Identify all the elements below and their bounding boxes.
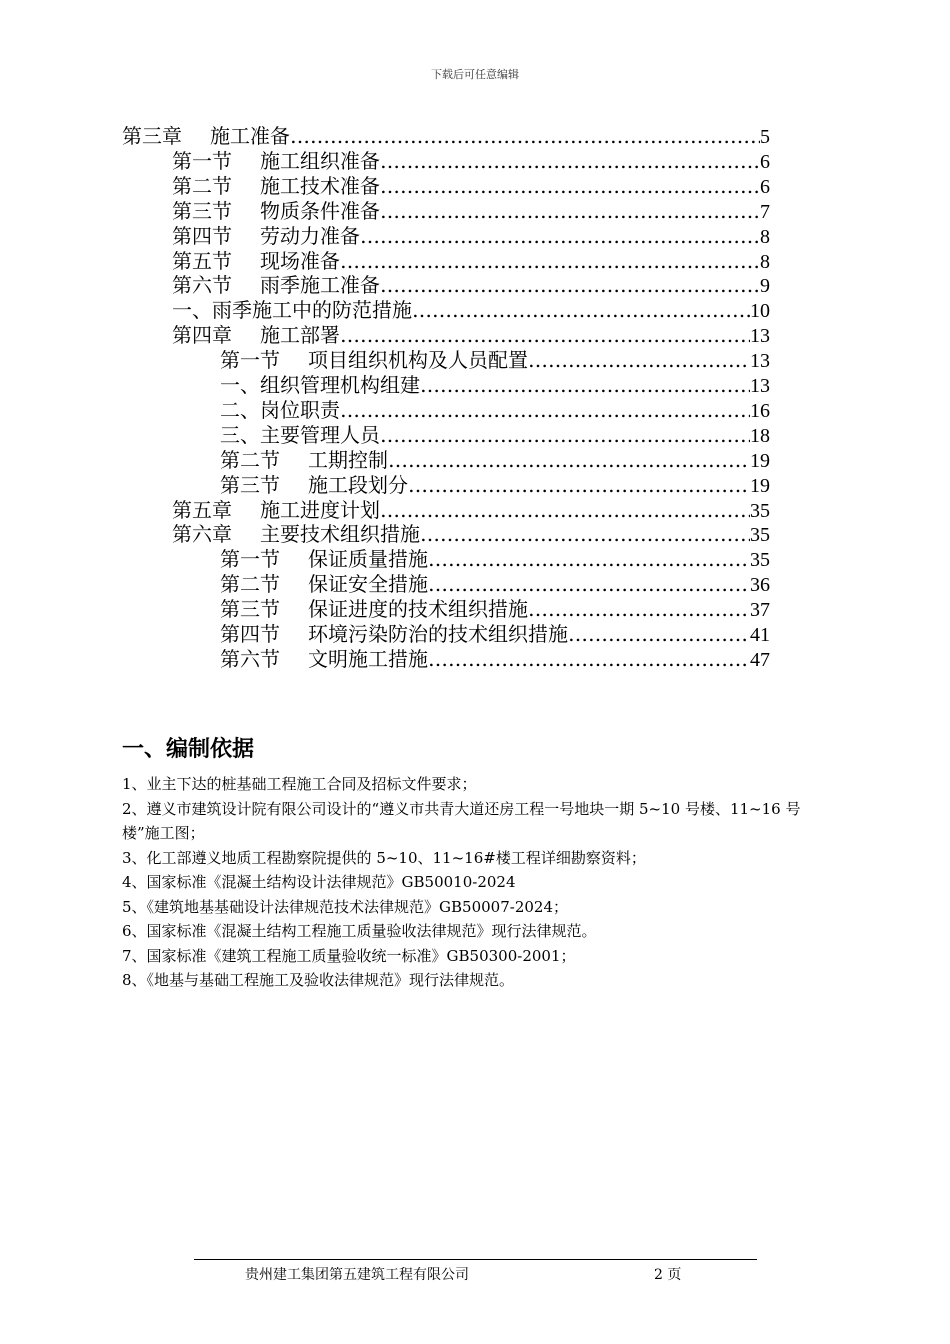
toc-entry[interactable] <box>220 423 770 448</box>
toc-page-number: 47 <box>750 648 770 671</box>
toc-entry-title <box>172 298 412 323</box>
list-item: 7、国家标准《建筑工程施工质量验收统一标准》GB50300-2001； <box>122 946 576 965</box>
toc-page-number: 16 <box>750 399 770 422</box>
toc-page-number: 7 <box>760 200 770 223</box>
toc-entry-title <box>172 522 420 547</box>
toc-entry[interactable] <box>220 398 770 423</box>
toc-entry-number: 第三节 <box>220 597 280 622</box>
toc-entry-number: 第一节 <box>172 148 232 173</box>
toc-entry-number: 第五节 <box>172 248 232 273</box>
toc-page-number: 5 <box>760 126 770 148</box>
toc-entry[interactable] <box>220 448 770 473</box>
toc-entry-text: 保证安全措施 <box>308 572 428 597</box>
toc-dot-leader <box>428 572 750 597</box>
toc-entry-text: 一、雨季施工中的防范措施 <box>172 298 412 323</box>
toc-entry-title <box>172 149 380 174</box>
toc-entry-text: 施工组织准备 <box>260 148 380 173</box>
toc-entry-title <box>220 647 428 672</box>
toc-page-number: 8 <box>760 225 770 248</box>
list-item: 8、《地基与基础工程施工及验收法律规范》现行法律规范。 <box>122 971 515 989</box>
toc-page-number: 19 <box>750 474 770 497</box>
toc-entry-text: 施工进度计划 <box>260 497 380 522</box>
list-item: 5、《建筑地基基础设计法律规范技术法律规范》GB50007-2024； <box>122 897 569 916</box>
toc-entry-title <box>220 622 568 647</box>
toc-entry-number: 第二节 <box>220 447 280 472</box>
toc-page-number: 35 <box>750 524 770 547</box>
toc-entry-number: 第二节 <box>220 572 280 597</box>
toc-dot-leader <box>428 547 750 572</box>
toc-entry-title <box>172 273 380 298</box>
toc-page-number: 37 <box>750 599 770 622</box>
toc-page-number: 9 <box>760 275 770 298</box>
toc-entry-number: 第三节 <box>172 198 232 223</box>
toc-entry-title <box>172 174 380 199</box>
toc-entry-title <box>220 398 340 423</box>
toc-dot-leader <box>380 199 760 224</box>
toc-dot-leader <box>528 348 750 373</box>
toc-entry[interactable] <box>220 647 770 672</box>
toc-dot-leader <box>340 398 750 423</box>
toc-dot-leader <box>340 323 750 348</box>
list-item: 4、国家标准《混凝土结构设计法律规范》GB50010-2024 <box>122 873 516 891</box>
toc-page-number: 35 <box>750 549 770 572</box>
toc-entry[interactable] <box>172 174 770 199</box>
toc-dot-leader <box>388 448 750 473</box>
toc-entry[interactable] <box>172 498 770 523</box>
toc-dot-leader <box>380 273 760 298</box>
footer-company: 贵州建工集团第五建筑工程有限公司 <box>245 1267 469 1283</box>
toc-entry-text: 文明施工措施 <box>308 646 428 671</box>
toc-entry-number: 第六节 <box>220 646 280 671</box>
toc-dot-leader <box>360 224 760 249</box>
toc-dot-leader <box>380 149 760 174</box>
toc-entry-text: 施工部署 <box>260 323 340 348</box>
toc-entry-title <box>220 423 380 448</box>
page-header: 下载后可任意编辑 <box>431 68 519 81</box>
toc-entry-text: 项目组织机构及人员配置 <box>308 348 528 373</box>
toc-entry-title <box>172 249 340 274</box>
toc-entry-number: 第四节 <box>220 622 280 646</box>
toc-entry[interactable] <box>172 522 770 547</box>
toc-entry-text: 施工准备 <box>210 124 290 148</box>
toc-dot-leader <box>420 522 750 547</box>
toc-entry-text: 劳动力准备 <box>260 223 360 248</box>
toc-dot-leader <box>340 249 760 274</box>
footer-divider <box>194 1259 757 1260</box>
toc-page-number: 18 <box>750 424 770 447</box>
toc-entry[interactable] <box>220 622 770 647</box>
toc-entry[interactable] <box>220 348 770 373</box>
toc-entry-number: 第三章 <box>122 124 182 148</box>
toc-entry[interactable] <box>220 547 770 572</box>
toc-entry-text: 施工技术准备 <box>260 173 380 198</box>
toc-entry-text: 现场准备 <box>260 248 340 273</box>
toc-entry-title <box>220 547 428 572</box>
toc-page-number: 19 <box>750 449 770 472</box>
toc-entry-text: 保证质量措施 <box>308 547 428 572</box>
toc-entry-text: 物质条件准备 <box>260 198 380 223</box>
toc-entry[interactable] <box>220 373 770 398</box>
toc-entry[interactable] <box>172 224 770 249</box>
list-item: 6、国家标准《混凝土结构工程施工质量验收法律规范》现行法律规范。 <box>122 922 597 940</box>
toc-entry-title <box>220 448 388 473</box>
list-item: 1、业主下达的桩基础工程施工合同及招标文件要求； <box>122 775 477 793</box>
toc-page-number: 13 <box>750 350 770 373</box>
toc-dot-leader <box>420 373 750 398</box>
toc-page-number: 36 <box>750 574 770 597</box>
list-item: 3、化工部遵义地质工程勘察院提供的 5~10、11~16#楼工程详细勘察资料； <box>122 848 646 867</box>
toc-entry-number: 第二节 <box>172 173 232 198</box>
toc-entry[interactable] <box>172 199 770 224</box>
toc-entry-title <box>220 473 408 498</box>
toc-entry[interactable] <box>172 149 770 174</box>
toc-page-number: 13 <box>750 375 770 397</box>
toc-page-number: 35 <box>750 499 770 522</box>
toc-entry-text: 二、岗位职责 <box>220 397 340 422</box>
toc-entry[interactable] <box>220 473 770 498</box>
toc-entry-title <box>172 323 340 348</box>
toc-dot-leader <box>528 597 750 622</box>
toc-entry-title <box>172 199 380 224</box>
toc-dot-leader <box>408 473 750 498</box>
toc-entry-number: 第四章 <box>172 323 232 348</box>
toc-page-number: 10 <box>750 300 770 323</box>
toc-entry[interactable] <box>172 298 770 323</box>
toc-entry[interactable] <box>172 273 770 298</box>
toc-dot-leader <box>428 647 750 672</box>
toc-entry-text: 一、组织管理机构组建 <box>220 373 420 397</box>
toc-entry-text: 主要技术组织措施 <box>260 522 420 547</box>
toc-entry[interactable] <box>220 572 770 597</box>
toc-entry[interactable] <box>220 597 770 622</box>
toc-page-number: 6 <box>760 175 770 198</box>
toc-entry-number: 第一节 <box>220 348 280 373</box>
toc-entry-number: 第一节 <box>220 547 280 572</box>
toc-entry-text: 施工段划分 <box>308 472 408 497</box>
toc-page-number: 6 <box>760 150 770 173</box>
toc-entry-number: 第六节 <box>172 273 232 298</box>
toc-dot-leader <box>412 298 750 323</box>
toc-entry[interactable] <box>172 249 770 274</box>
toc-entry-title <box>172 224 360 249</box>
toc-dot-leader <box>380 174 760 199</box>
toc-dot-leader <box>568 622 750 647</box>
toc-dot-leader <box>380 498 750 523</box>
toc-dot-leader <box>380 423 750 448</box>
toc-entry[interactable] <box>172 323 770 348</box>
toc-entry[interactable] <box>122 124 770 149</box>
toc-entry-number: 第三节 <box>220 472 280 497</box>
toc-entry-title <box>220 572 428 597</box>
basis-list <box>122 772 837 993</box>
footer-page-number: 2 页 <box>654 1267 682 1283</box>
list-item: 2、遵义市建筑设计院有限公司设计的“遵义市共青大道还房工程一号地块一期 5~10 号楼、11~16 号楼”施工图； <box>122 799 801 842</box>
toc-dot-leader <box>290 124 760 149</box>
toc-entry-title <box>122 124 290 149</box>
section-heading: 一、编制依据 <box>122 737 255 762</box>
toc-entry-text: 三、主要管理人员 <box>220 422 380 447</box>
toc-entry-number: 第五章 <box>172 497 232 522</box>
toc-entry-title <box>220 373 420 398</box>
toc-entry-title <box>220 348 528 373</box>
toc-entry-text: 环境污染防治的技术组织措施 <box>308 622 568 646</box>
toc-page-number: 13 <box>750 325 770 348</box>
toc-entry-title <box>172 498 380 523</box>
toc-entry-number: 第四节 <box>172 223 232 248</box>
toc-entry-title <box>220 597 528 622</box>
toc-page-number: 8 <box>760 250 770 273</box>
toc-entry-text: 雨季施工准备 <box>260 273 380 298</box>
toc-entry-number: 第六章 <box>172 522 232 547</box>
toc-entry-text: 工期控制 <box>308 447 388 472</box>
toc-page-number: 41 <box>750 624 770 646</box>
toc-entry-text: 保证进度的技术组织措施 <box>308 597 528 622</box>
